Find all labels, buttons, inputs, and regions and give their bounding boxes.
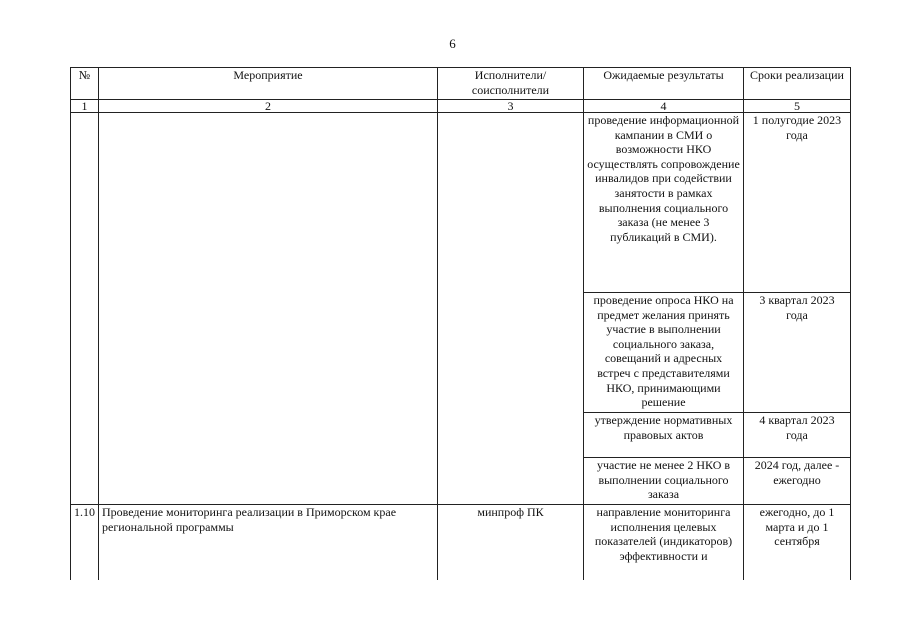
table-row	[71, 113, 851, 293]
header-executors: Исполнители/ соисполнители	[438, 68, 584, 100]
empty-executors-cell	[438, 113, 584, 505]
column-number: 3	[438, 100, 584, 113]
header-deadlines: Сроки реализации	[744, 68, 851, 100]
activities-table	[70, 67, 851, 580]
column-number: 2	[99, 100, 438, 113]
result-cell: утверждение нормативных правовых актов	[584, 413, 744, 458]
empty-number-cell	[71, 113, 99, 505]
result-cell: проведение информационной кампании в СМИ о возможности НКО осуществлять сопровождение инвалидов при содействии занятости в рамках выполнения социального заказа (не менее 3 публикаций в СМИ).	[584, 113, 744, 293]
page-number: 6	[449, 36, 456, 51]
term-cell: 3 квартал 2023 года	[744, 293, 851, 413]
executors-cell: минпроф ПК	[438, 505, 584, 580]
column-number: 4	[584, 100, 744, 113]
term-cell: 1 полугодие 2023 года	[744, 113, 851, 293]
result-cell: направление мониторинга исполнения целевых показателей (индикаторов) эффективности и	[584, 505, 744, 580]
header-activity: Мероприятие	[99, 68, 438, 100]
result-cell: участие не менее 2 НКО в выполнении социального заказа	[584, 458, 744, 505]
empty-activity-cell	[99, 113, 438, 505]
table-row-1-10	[71, 505, 851, 580]
activity-cell: Проведение мониторинга реализации в Приморском крае региональной программы	[99, 505, 438, 580]
term-cell: 4 квартал 2023 года	[744, 413, 851, 458]
column-number: 5	[744, 100, 851, 113]
header-expected-results: Ожидаемые результаты	[584, 68, 744, 100]
result-cell: проведение опроса НКО на предмет желания принять участие в выполнении социального заказа, совещаний и адресных встреч с представителями НКО, принимающими решение	[584, 293, 744, 413]
term-cell: ежегодно, до 1 марта и до 1 сентября	[744, 505, 851, 580]
table-header-row	[71, 68, 851, 100]
row-number-cell: 1.10	[71, 505, 99, 580]
header-number: №	[71, 68, 99, 100]
column-number: 1	[71, 100, 99, 113]
term-cell: 2024 год, далее - ежегодно	[744, 458, 851, 505]
column-numbers-row	[71, 100, 851, 113]
